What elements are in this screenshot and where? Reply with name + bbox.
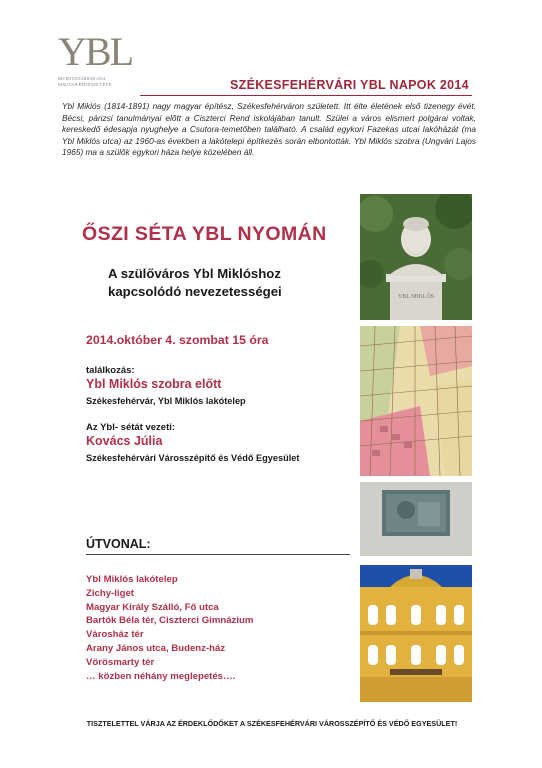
- route-list: [86, 573, 253, 683]
- intro-paragraph: Ybl Miklós (1814-1891) nagy magyar építész, Székesfehérváron született. Itt élte életének első tizenegy évét. Bécsi, párizsi tanulmányai előtt a Ciszterci Rend iskolájában tanult. Szülei a város elismert polgárai voltak, kereskedő édesapja nyughelye a Csutora-temetőben található. A család egykori Fazekas utcai lakóházát (ma Ybl Miklós utca) az 1960-as években a lakótelepi építkezés során elbontották. Ybl Miklós szobra (Ungvári Lajos 1965) ma a szülők egykori háza helye közelében áll.: [62, 101, 476, 157]
- ybl-statue-illustration: [360, 194, 472, 320]
- subtitle-line1: A szülőváros Ybl Miklóshoz: [108, 266, 281, 281]
- statue-inscription: YBL MIKLÓS: [397, 294, 435, 300]
- route-stop: Vörösmarty tér: [86, 656, 155, 668]
- footer-invitation: TISZTELETTEL VÁRJA AZ ÉRDEKLŐDŐKET A SZÉKESFEHÉRVÁRI VÁROSSZÉPÍTŐ ÉS VÉDŐ EGYESÜLET!: [86, 719, 458, 728]
- guide-label: Az Ybl- sétát vezeti:: [86, 422, 176, 433]
- meeting-place: Ybl Miklós szobra előtt: [86, 377, 222, 391]
- route-stop: Arany János utca, Budenz-ház: [86, 642, 226, 654]
- historic-map-illustration: [360, 326, 472, 476]
- memorial-plaque-illustration: [360, 482, 472, 556]
- logo-monogram: YBL: [58, 29, 132, 74]
- route-stop: Magyar Király Szálló, Fő utca: [86, 601, 219, 613]
- ybl-logo: [58, 29, 132, 94]
- historic-building-photo: [360, 565, 472, 702]
- route-stop: Ybl Miklós lakótelep: [86, 574, 178, 585]
- historic-building-illustration: [360, 565, 472, 702]
- event-title: SZÉKESFEHÉRVÁRI YBL NAPOK 2014: [230, 78, 469, 92]
- route-stop: Zichy-liget: [86, 587, 134, 599]
- guide-name: Kovács Júlia: [86, 434, 163, 448]
- main-title: ŐSZI SÉTA YBL NYOMÁN: [82, 223, 327, 245]
- meeting-location: Székesfehérvár, Ybl Miklós lakótelep: [86, 396, 246, 406]
- meeting-label: találkozás:: [86, 365, 135, 376]
- historic-map-image: [360, 326, 472, 476]
- route-stop: Bartók Béla tér, Ciszterci Gimnázium: [86, 615, 254, 627]
- route-heading: ÚTVONAL:: [86, 537, 151, 551]
- memorial-plaque-photo: [360, 482, 472, 556]
- route-divider: [86, 554, 350, 555]
- route-stop: Városház tér: [86, 629, 144, 641]
- route-stop: … közben néhány meglepetés….: [86, 670, 236, 682]
- subtitle-line2: kapcsolódó nevezetességei: [108, 284, 282, 299]
- ybl-statue-photo: [360, 194, 472, 320]
- header-divider: [140, 95, 472, 96]
- subtitle: [108, 265, 348, 301]
- guide-organization: Székesfehérvári Városszépítő és Védő Egyesület: [86, 453, 300, 463]
- logo-caption-line2: MAGYAR ÉPÍTÉSZET ÉVE: [58, 82, 112, 87]
- event-datetime: 2014.október 4. szombat 15 óra: [86, 333, 269, 347]
- logo-caption-line1: BICENTENÁRIUM 2014: [58, 76, 106, 81]
